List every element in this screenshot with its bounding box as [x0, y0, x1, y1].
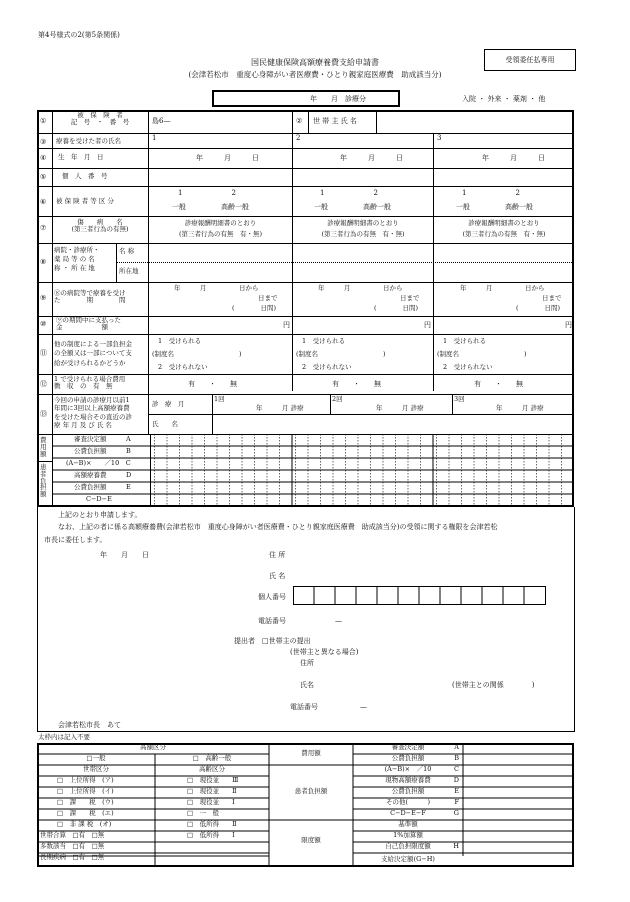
visit-2-ym[interactable]: 年 月 診療: [376, 404, 424, 412]
period2-to[interactable]: 日まで: [400, 294, 420, 302]
office-right-2: (A−B)× ／10: [384, 765, 432, 773]
other-yes-2[interactable]: 1 受けられる: [302, 337, 346, 345]
dob-3[interactable]: 年 月 日: [482, 154, 545, 162]
row3-label: 療養を受けた者の氏名: [56, 137, 121, 145]
fee-label-a: 審査決定額 A: [74, 435, 131, 443]
office-right-code-4: E: [454, 787, 459, 795]
office-age-3[interactable]: □ 一 般: [187, 809, 220, 817]
fee-collect-1[interactable]: 有 ・ 無: [188, 380, 237, 388]
patient1-num: 1: [152, 134, 157, 142]
dob-1[interactable]: 年 月 日: [196, 154, 259, 162]
fee-label-b: 公費負担額 B: [74, 447, 131, 455]
visit-2-label: 2回: [332, 395, 343, 403]
office-mid-patient: 患者負担額: [294, 787, 328, 795]
thirdparty-1[interactable]: (第三者行為の有無 有・無): [178, 230, 263, 238]
fee-collect-2[interactable]: 有 ・ 無: [332, 380, 381, 388]
submitter-note: (世帯主と異なる場合): [290, 648, 359, 656]
diag-1: 診療報酬明細書のとおり: [184, 219, 257, 227]
office-right-7: 基準額: [398, 820, 418, 828]
row11-label: 他の制度による一部負担金 の全額又は一部について支 給が受けられるかどうか: [54, 340, 132, 367]
office-right-5: その他( ): [385, 798, 431, 806]
office-right-9: 自己負担限度額: [385, 842, 431, 850]
fee-grid[interactable]: [52, 434, 574, 507]
period1-from[interactable]: 年 月 日から: [174, 284, 259, 292]
applicant-phone[interactable]: 電話番号 —: [258, 617, 342, 625]
office-right-code-0: A: [454, 743, 459, 751]
row4-num: ④: [40, 154, 47, 162]
row6-label: 被 保 険 者 等 区 分: [56, 197, 114, 205]
diag-2: 診療報酬明細書のとおり: [327, 219, 399, 227]
period1-days[interactable]: ( 日間): [232, 304, 277, 312]
row10-num: ⑩: [40, 320, 47, 328]
class-nums-1: 1 2: [178, 189, 236, 197]
office-household-head: 世帯区分: [83, 765, 109, 773]
office-right-code-5: F: [454, 798, 459, 806]
fee-group1: 費用額: [40, 436, 47, 458]
other-yes-3[interactable]: 1 受けられる: [443, 337, 487, 345]
row9-num: ⑨: [40, 294, 47, 302]
row13-num: ⑬: [40, 410, 47, 418]
office-mid-fee: 費用額: [301, 749, 321, 757]
class-labels-1[interactable]: 一般 高齢一般: [172, 203, 249, 211]
period3-from[interactable]: 年 月 日から: [460, 284, 545, 292]
other-no-1[interactable]: 2 受けられない: [158, 363, 208, 371]
yen-1: 円: [283, 321, 290, 329]
addressee: 会津若松市長 あて: [58, 721, 121, 729]
form-id: 第4号様式の2(第5条関係): [38, 31, 120, 39]
row13-label: 今回の申請の診療月以前1 年間に3回以上高額療養費 を受けた場合その直近の診 療 年 月 及 び 氏 名: [54, 396, 132, 430]
thirdparty-3[interactable]: (第三者行為の有無 有・無): [462, 230, 546, 238]
yen-2: 円: [424, 321, 431, 329]
decl-date[interactable]: 年 月 日: [100, 551, 149, 559]
row11-num: ⑪: [40, 349, 47, 357]
row1-num: ①: [40, 117, 47, 125]
mynumber-label: 個人番号: [258, 593, 286, 601]
office-extra-2[interactable]: 長期疾病 □有 □無: [40, 853, 105, 861]
office-total: 支給決定額(G−H): [381, 855, 435, 863]
office-elderly[interactable]: □ 高齢一般: [192, 754, 232, 762]
office-left-head: 高額区分: [140, 743, 166, 751]
period-box[interactable]: [212, 90, 400, 107]
office-age-4[interactable]: □ 低所得 Ⅱ: [187, 820, 237, 828]
submitter-address-label: 住所: [300, 659, 314, 667]
fee-group2: 患者負担額: [40, 463, 47, 499]
receipt-label: 受領委任払専用: [505, 56, 555, 64]
office-right-4: 公費負担額: [391, 787, 425, 795]
office-right-code-1: B: [454, 754, 459, 762]
office-extra-age-0[interactable]: □ 低所得 Ⅰ: [187, 831, 235, 839]
office-right-8: 1%加算額: [393, 831, 423, 839]
office-house-4[interactable]: □ 非 課 税 (オ): [57, 820, 112, 828]
dob-2[interactable]: 年 月 日: [340, 154, 403, 162]
fee-label-d: 高額療養費 D: [74, 471, 132, 479]
other-system-1[interactable]: (制度名 ): [152, 350, 242, 358]
other-yes-1[interactable]: 1 受けられる: [158, 337, 202, 345]
facility-address-label: 所在地: [119, 267, 139, 275]
visit-3-label: 3回: [454, 395, 465, 403]
office-right-code-6: G: [453, 809, 459, 817]
decl-line1: 上記のとおり申請します。: [58, 511, 142, 519]
class-labels-2[interactable]: 一般 高齢一般: [314, 203, 391, 211]
form-subtitle: (会津若松市 重度心身障がい者医療費・ひとり親家庭医療費 助成該当分): [188, 70, 442, 79]
office-elderly-head: 高齢区分: [199, 765, 225, 773]
mynumber-boxes[interactable]: [293, 586, 547, 606]
office-mid-limit: 限度額: [301, 836, 321, 844]
row9-label: ⑧の病院等で療養を受け た 期 間: [54, 289, 126, 305]
visit-3-ym[interactable]: 年 月 診療: [496, 404, 544, 412]
row8-label: 病院・診療所・ 薬 局 等 の 名 称 ・ 所 在 地: [54, 246, 100, 273]
decl-line2: なお、上記の者に係る高額療養費(会津若松市 重度心身障がい者医療費・ひとり親家庭医療費 助成該当分)の受領に関する権限を会津若松: [58, 523, 498, 531]
applicant-name-label: 氏 名: [269, 572, 286, 580]
householder-label: 世 帯 主 氏 名: [313, 117, 357, 125]
visit-1-ym[interactable]: 年 月 診療: [256, 404, 304, 412]
period1-to[interactable]: 日まで: [258, 294, 278, 302]
office-note: 太枠内は記入不要: [38, 733, 90, 741]
row12-label: 1 で受けられる場合費用 徴 収 の 有 無: [54, 375, 126, 391]
period2-days[interactable]: ( 日間): [374, 304, 419, 312]
thirdparty-2[interactable]: (第三者行為の有無 有・無): [321, 230, 405, 238]
visit-name-label: 氏 名: [152, 420, 178, 428]
period3-days[interactable]: ( 日間): [516, 304, 561, 312]
row2-num: ②: [296, 117, 303, 125]
office-age-0[interactable]: □ 現役並 Ⅲ: [187, 776, 239, 784]
office-general[interactable]: □一般: [86, 754, 106, 762]
office-right-0: 審査決定額: [391, 743, 425, 751]
office-extra-0[interactable]: 世帯合算 □有 □無: [40, 831, 105, 839]
fee-label-cde: C−D−E: [86, 495, 112, 503]
row8-num: ⑧: [40, 258, 47, 266]
applicant-address-label: 住 所: [269, 551, 286, 559]
kinds-text: 入院 ・ 外来 ・ 薬剤 ・ 他: [462, 95, 546, 103]
class-labels-3[interactable]: 一般 高齢一般: [456, 203, 533, 211]
row5-label: 個 人 番 号: [62, 172, 108, 180]
other-no-2[interactable]: 2 受けられない: [302, 363, 352, 371]
diag-3: 診療報酬明細書のとおり: [468, 219, 540, 227]
office-age-1[interactable]: □ 現役並 Ⅱ: [187, 787, 237, 795]
submitter-relation[interactable]: (世帯主との関係 ): [452, 681, 535, 689]
row7-num: ⑦: [40, 224, 47, 232]
submitter-name-label: 氏名: [300, 681, 314, 689]
office-house-1[interactable]: □ 上位所得 (イ): [57, 787, 114, 795]
period2-from[interactable]: 年 月 日から: [318, 284, 403, 292]
other-no-3[interactable]: 2 受けられない: [443, 363, 493, 371]
row1-label: 被 保 険 者 記 号 ・ 番 号: [70, 111, 130, 127]
office-house-3[interactable]: □ 課 税 (エ): [57, 809, 114, 817]
form-title: 国民健康保険高額療養費支給申請書: [251, 58, 379, 67]
facility-name-label: 名 称: [119, 247, 135, 255]
period-text: 年 月 診療分: [310, 95, 366, 103]
submitter-check[interactable]: 提出者 □世帯主の提出: [234, 637, 311, 645]
office-right-6: C−D−E−F: [390, 809, 426, 817]
other-system-2[interactable]: (制度名 ): [296, 350, 386, 358]
patient3-num: 3: [437, 134, 442, 142]
decl-line3: 市長に委任します。: [44, 536, 107, 544]
insured-number[interactable]: 島6—: [152, 117, 171, 125]
row7-label: 傷 病 名 (第三者行為の有無): [71, 218, 129, 234]
patient2-num: 2: [296, 134, 301, 142]
row3-num: ③: [40, 138, 47, 146]
office-extra-1[interactable]: 多数該当 □有 □無: [40, 842, 105, 850]
office-age-2[interactable]: □ 現役並 Ⅰ: [187, 798, 235, 806]
office-right-code-2: C: [454, 765, 459, 773]
office-right-code-3: D: [453, 776, 459, 784]
fee-label-c: (A−B)× ／10 C: [66, 459, 131, 467]
fee-collect-3[interactable]: 有 ・ 無: [474, 380, 523, 388]
submitter-phone[interactable]: 電話番号 —: [290, 703, 367, 711]
office-house-0[interactable]: □ 上位所得 (ア): [57, 776, 114, 784]
office-right-3: 現物高額療養費: [385, 776, 431, 784]
period3-to[interactable]: 日まで: [542, 294, 562, 302]
row5-num: ⑤: [40, 173, 47, 181]
row10-label: ⑨の期間中に支払った 金 額: [56, 316, 121, 332]
visit-month-label: 診 療 月: [152, 400, 185, 408]
other-system-3[interactable]: (制度名 ): [437, 350, 527, 358]
office-house-2[interactable]: □ 課 税 (ウ): [57, 798, 114, 806]
office-right-code-9: H: [453, 842, 459, 850]
row6-num: ⑥: [40, 198, 47, 206]
class-nums-2: 1 2: [320, 189, 378, 197]
row4-label: 生 年 月 日: [58, 153, 104, 161]
visit-1-label: 1回: [214, 395, 225, 403]
fee-label-e: 公費負担額 E: [74, 483, 131, 491]
class-nums-3: 1 2: [462, 189, 520, 197]
row12-num: ⑫: [40, 380, 47, 388]
office-right-1: 公費負担額: [391, 754, 425, 762]
yen-3: 円: [565, 321, 572, 329]
